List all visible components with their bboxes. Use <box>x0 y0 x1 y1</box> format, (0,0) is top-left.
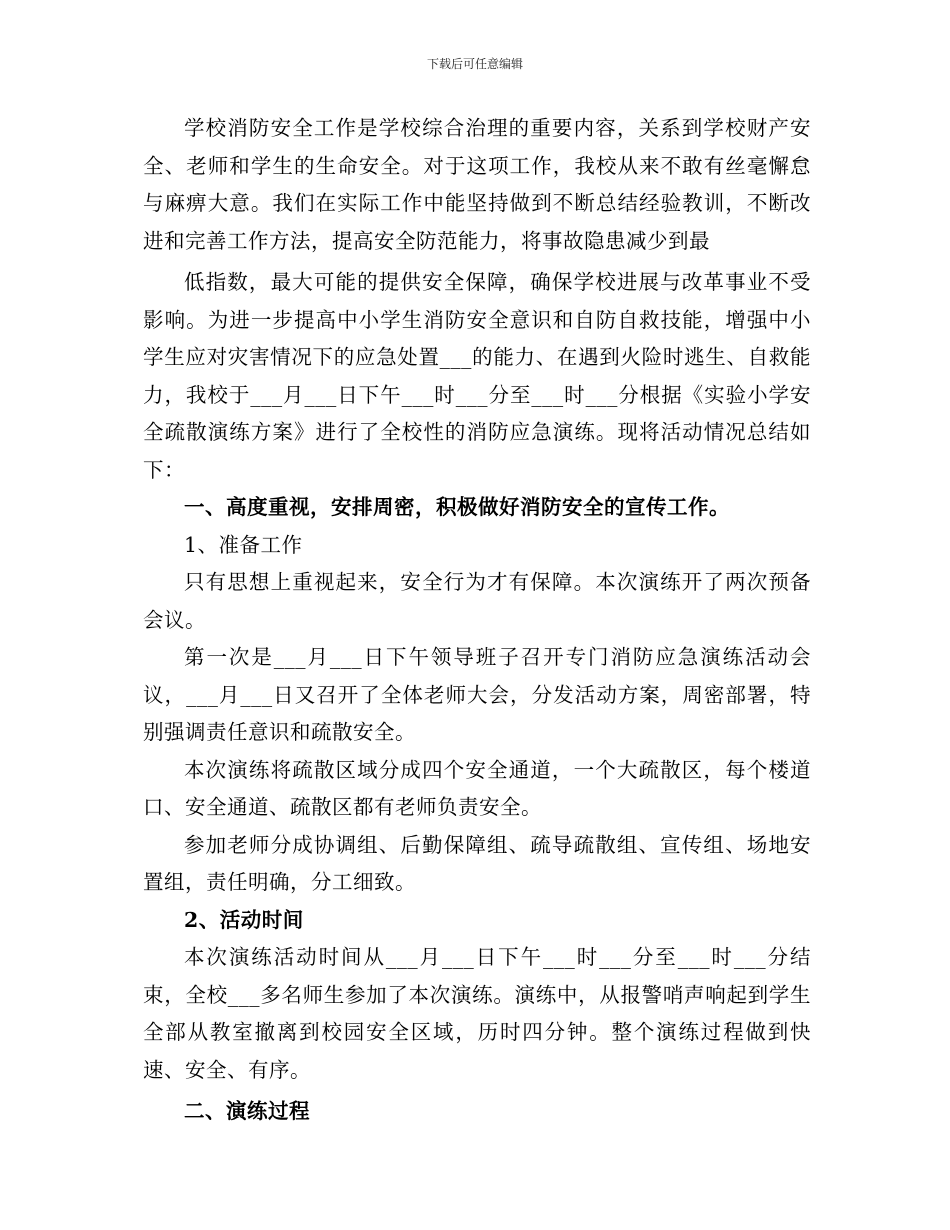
section-heading-1: 一、高度重视，安排周密，积极做好消防安全的宣传工作。 <box>184 495 730 519</box>
subsection-heading-time: 2、活动时间 <box>184 907 304 932</box>
subsection-heading-preparation: 1、准备工作 <box>184 532 303 557</box>
section-heading-2: 二、演练过程 <box>184 1099 310 1123</box>
paragraph-first-meeting: 第一次是___月___日下午领导班子召开专门消防应急演练活动会议，___月___日又召开了全体老师大会，分发活动方案，周密部署，特别强调责任意识和疏散安全。 <box>143 645 811 744</box>
document-body <box>143 110 811 1131</box>
paragraph-evacuation-areas: 本次演练将疏散区域分成四个安全通道，一个大疏散区，每个楼道口、安全通道、疏散区都有老师负责安全。 <box>143 757 811 819</box>
paragraph-purpose: 低指数，最大可能的提供安全保障，确保学校进展与改革事业不受影响。为进一步提高中小学生消防安全意识和自防自救技能，增强中小学生应对灾害情况下的应急处置___的能力、在遇到火险时逃生、自救能力，我校于___月___日下午___时___分至___时___分根据《实验小学安全疏散演练方案》进行了全校性的消防应急演练。现将活动情况总结如下： <box>143 270 811 482</box>
page-header: 下载后可任意编辑 <box>426 57 523 71</box>
paragraph-teacher-groups: 参加老师分成协调组、后勤保障组、疏导疏散组、宣传组、场地安置组，责任明确，分工细致。 <box>143 832 811 894</box>
paragraph-preparation: 只有思想上重视起来，安全行为才有保障。本次演练开了两次预备会议。 <box>143 570 811 632</box>
paragraph-intro: 学校消防安全工作是学校综合治理的重要内容，关系到学校财产安全、老师和学生的生命安全。对于这项工作，我校从来不敢有丝毫懈怠与麻痹大意。我们在实际工作中能坚持做到不断总结经验教训，不断改进和完善工作方法，提高安全防范能力，将事故隐患减少到最 <box>143 116 811 253</box>
paragraph-activity-time: 本次演练活动时间从___月___日下午___时___分至___时___分结束，全校___多名师生参加了本次演练。演练中，从报警哨声响起到学生全部从教室撤离到校园安全区域，历时四分钟。整个演练过程做到快速、安全、有序。 <box>143 945 811 1082</box>
